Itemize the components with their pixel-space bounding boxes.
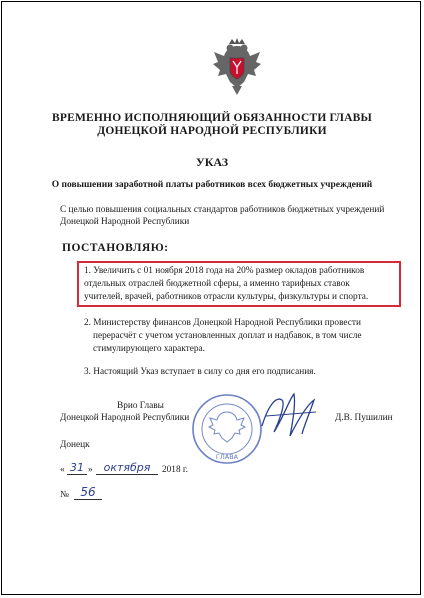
date-open-quote: «: [60, 465, 65, 475]
document-number-label: №: [60, 490, 69, 500]
date-day: 31: [67, 461, 87, 475]
item-1-line-3: учителей, врачей, работников отрасли культуры, физкультуры и спорта.: [84, 292, 369, 302]
preamble-line-2: Донецкой Народной Республики: [60, 217, 190, 227]
preamble-line-1: С целью повышения социальных стандартов работников бюджетных учреждений: [60, 205, 385, 215]
signatory-name: Д.В. Пушилин: [335, 413, 393, 423]
coat-of-arms-emblem-icon: [212, 38, 262, 96]
date-month: октября: [96, 461, 158, 475]
item-2-line-2: перерасчёт с учетом установленных доплат и надбавок, в том числе: [93, 331, 362, 341]
document-number-value: 56: [74, 485, 102, 500]
item-3-line-1: 3. Настоящий Указ вступает в силу со дня его подписания.: [84, 367, 316, 377]
document-subject: О повышении заработной платы работников всех бюджетных учреждений: [51, 180, 373, 190]
official-stamp-icon: [190, 392, 264, 466]
document-type-title: УКАЗ: [195, 155, 229, 169]
item-2-line-3: стимулирующего характера.: [93, 344, 205, 354]
stamp-text: ГЛАВА: [215, 453, 239, 461]
issuer-title-line-2: ДОНЕЦКОЙ НАРОДНОЙ РЕСПУБЛИКИ: [97, 125, 327, 137]
item-1-line-2: отдельных отраслей бюджетной сферы, а именно тарифных ставок: [84, 279, 350, 289]
signatory-role-line-1: Врио Главы: [117, 401, 164, 411]
handwritten-signature-icon: [254, 386, 324, 442]
decree-heading: ПОСТАНОВЛЯЮ:: [62, 242, 169, 254]
signatory-role-line-2: Донецкой Народной Республики: [60, 413, 190, 423]
place-of-issue: Донецк: [60, 440, 90, 450]
item-2-line-1: 2. Министерству финансов Донецкой Народной Республики провести: [84, 318, 361, 328]
date-year: 2018 г.: [162, 465, 189, 475]
item-1-line-1: 1. Увеличить с 01 ноября 2018 года на 20% размер окладов работников: [84, 266, 365, 276]
issuer-title-line-1: ВРЕМЕННО ИСПОЛНЯЮЩИЙ ОБЯЗАННОСТИ ГЛАВЫ: [52, 112, 372, 124]
document-page: [1, 1, 421, 595]
date-close-quote: »: [88, 465, 93, 475]
